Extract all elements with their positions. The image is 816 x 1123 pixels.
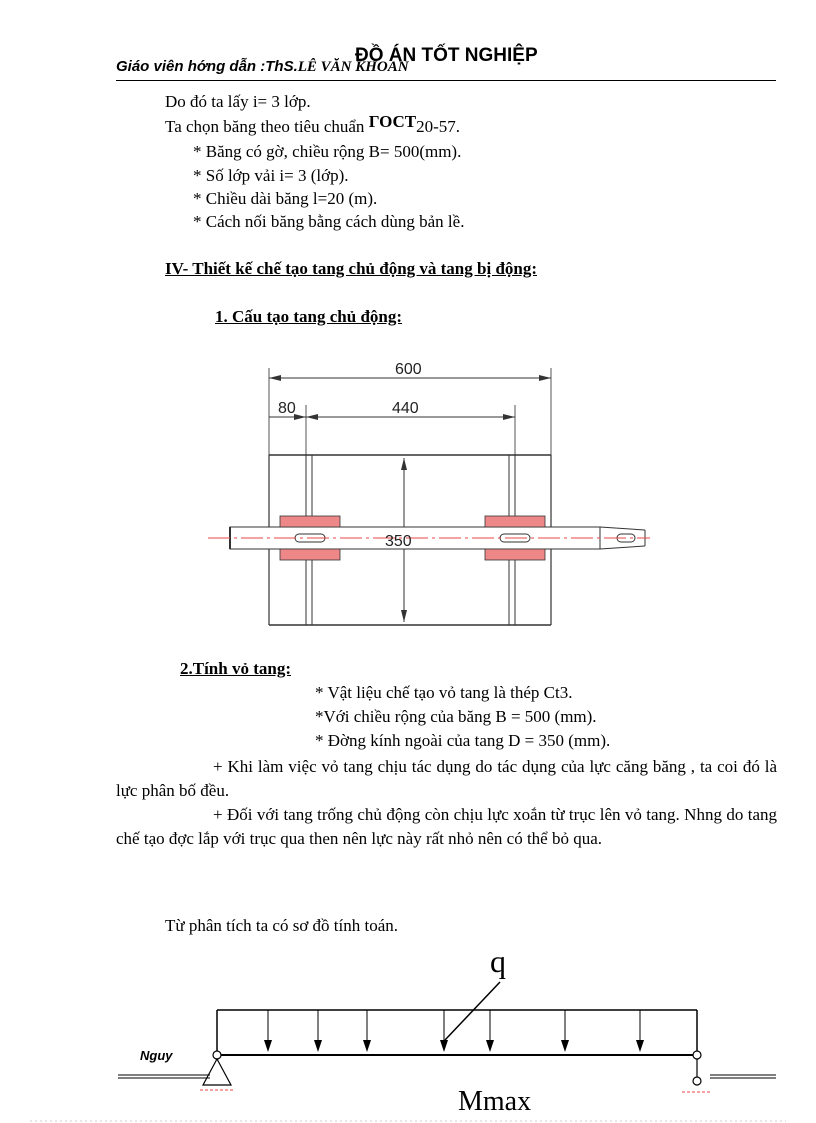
shell-spec-item: *Với chiều rộng của băng B = 500 (mm). — [315, 707, 597, 726]
instructor-name: LÊ VĂN KHOAN — [297, 59, 409, 75]
moment-label: Mmax — [458, 1086, 532, 1117]
instructor-label: Giáo viên hớng dẫn :ThS. — [116, 58, 298, 75]
load-label-q: q — [490, 943, 506, 979]
dim-350-label: 350 — [385, 533, 412, 550]
analysis-line: Từ phân tích ta có sơ đồ tính toán. — [165, 916, 399, 935]
belt-bullet: * Cách nối băng bằng cách dùng bản lề. — [193, 212, 465, 231]
fixed-support — [203, 1059, 231, 1085]
support-pin — [693, 1051, 701, 1059]
document-title: ĐỒ ÁN TỐT NGHIỆP — [355, 45, 538, 66]
shell-spec-item: * Đờng kính ngoài của tang D = 350 (mm). — [315, 731, 611, 750]
leader-line — [445, 982, 500, 1040]
shell-spec-item: * Vật liệu chế tạo vỏ tang là thép Ct3. — [315, 683, 573, 702]
standard-suffix: 20-57. — [416, 117, 461, 136]
dim-440-label: 440 — [392, 400, 419, 417]
intro-line-1: Do đó ta lấy i= 3 lớp. — [165, 92, 311, 111]
belt-bullet: * Băng có gờ, chiều rộng B= 500(mm). — [193, 142, 462, 161]
standard-prefix: Ta chọn băng theo tiêu chuẩn — [165, 117, 365, 136]
footer-author: Nguy — [140, 1048, 173, 1063]
paragraph-1: + Khi làm việc vỏ tang chịu tác dụng do tác dụng của lực căng băng , ta coi đó là lực phân bố đều. — [116, 757, 777, 800]
subsection-heading: 1. Cấu tạo tang chủ động: — [215, 307, 403, 326]
dim-80-label: 80 — [278, 400, 296, 417]
roller-pin — [693, 1077, 701, 1085]
section-heading: IV- Thiết kế chế tạo tang chủ động và tang bị động: — [165, 259, 538, 278]
dim-600-label: 600 — [395, 361, 422, 378]
belt-bullet: * Chiều dài băng l=20 (m). — [193, 189, 378, 208]
paragraph-2: + Đối với tang trống chủ động còn chịu lực xoắn từ trục lên vỏ tang. Nhng do tang chế tạo đợc lắp với trục qua then nên lực này rất nhỏ nên có thể bỏ qua. — [116, 805, 777, 848]
subsection-heading: 2.Tính vỏ tang: — [180, 659, 291, 678]
standard-code: ГОСТ — [368, 112, 417, 131]
belt-bullet: * Số lớp vải i= 3 (lớp). — [193, 166, 349, 185]
